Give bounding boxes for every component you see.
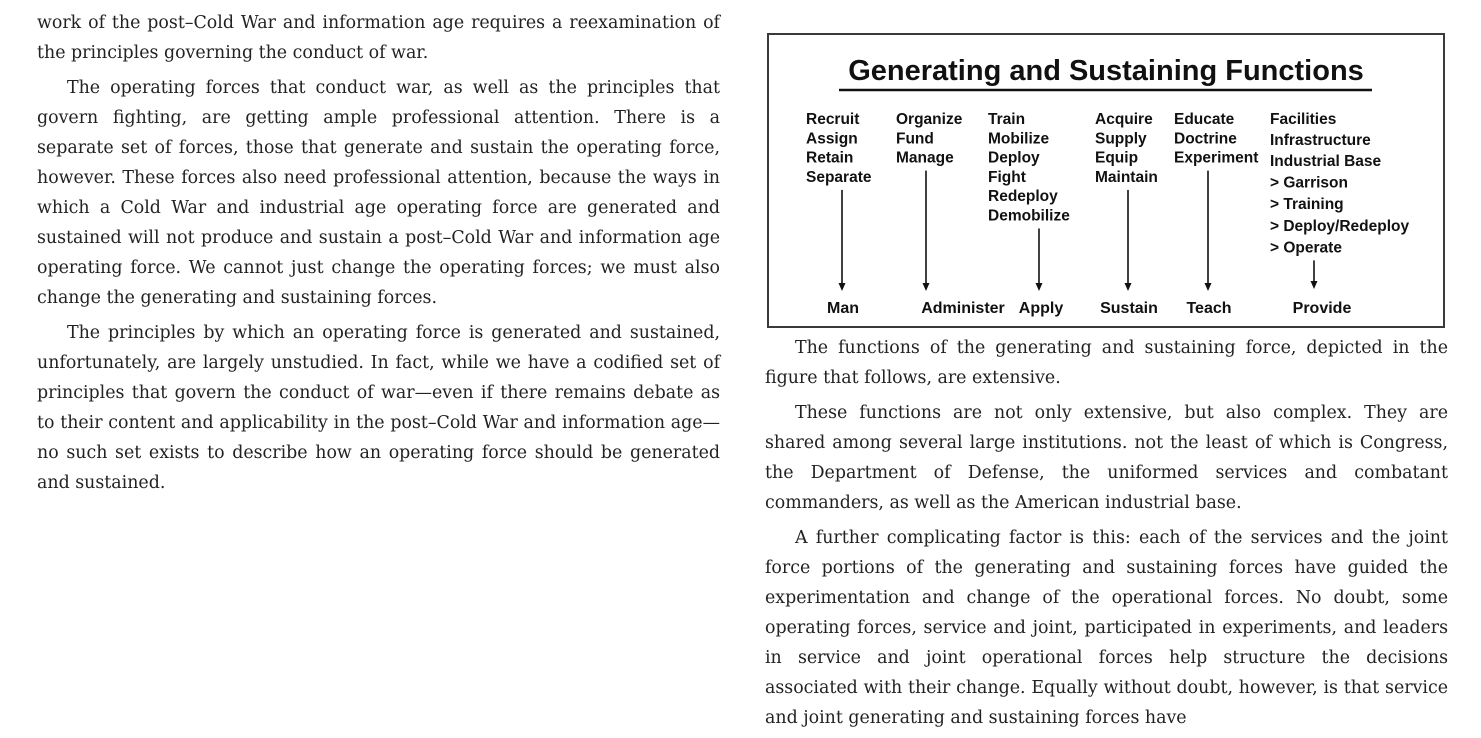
function-item: Deploy [988, 149, 1040, 167]
function-item: Industrial Base [1270, 153, 1382, 170]
right-paragraph-3: A further complicating factor is this: each of the services and the joint force portions of the generating and sustaining forces have guided the experimentation and change of the operational forces. No doubt, some operating forces, service and joint, participated in experiments, and leaders in service and joint operational forces help structure the decisions associated with their change. Equally without doubt, however, is that service and joint generating and sustaining forces have [765, 528, 1448, 728]
function-result: Apply [1018, 300, 1064, 317]
arrow-head [1125, 283, 1132, 291]
right-column [765, 333, 1448, 738]
functions-diagram [769, 35, 1443, 326]
function-item: Maintain [1095, 168, 1158, 186]
left-column [37, 8, 720, 503]
function-item: Recruit [806, 111, 860, 128]
function-item: Doctrine [1174, 130, 1237, 148]
function-item: Manage [896, 149, 954, 167]
function-group [988, 111, 1070, 317]
function-result: Teach [1186, 300, 1232, 317]
function-item: Fund [896, 130, 934, 148]
arrow-head [1036, 283, 1043, 291]
function-item: Supply [1095, 130, 1147, 148]
arrow-head [1205, 283, 1212, 291]
function-item: > Training [1270, 196, 1344, 214]
function-group [1270, 111, 1409, 317]
function-item: Experiment [1174, 149, 1259, 167]
function-item: Demobilize [988, 207, 1070, 225]
function-item: Assign [806, 130, 858, 148]
function-item: Mobilize [988, 130, 1050, 148]
function-group [1095, 111, 1158, 317]
function-item: Educate [1174, 111, 1235, 128]
function-item: > Garrison [1270, 174, 1348, 192]
function-item: > Deploy/Redeploy [1270, 217, 1410, 235]
function-item: Retain [806, 149, 854, 167]
left-paragraph-2: The operating forces that conduct war, as well as the principles that govern fighting, are getting ample professional attention. There is a separate set of forces, those that generate and sustain the operating force, however. These forces also need professional attention, because the ways in which a Cold War and industrial age operating force are generated and sustained will not produce and sustain a post–Cold War and information age operating force. We cannot just change the operating forces; we must also change the generating and sustaining forces. [37, 78, 720, 308]
function-group [806, 111, 872, 317]
arrow-head [1311, 281, 1318, 289]
arrow-head [923, 283, 930, 291]
function-item: Equip [1095, 149, 1139, 167]
function-item: Acquire [1095, 111, 1153, 128]
function-group [1174, 111, 1258, 317]
right-paragraph-2: These functions are not only extensive, but also complex. They are shared among several large institutions. not the least of which is Congress, the Department of Defense, the uniformed services and combatant commanders, as well as the American industrial base. [765, 403, 1448, 513]
function-result: Provide [1292, 300, 1352, 317]
function-item: > Operate [1270, 239, 1342, 257]
left-paragraph-3: The principles by which an operating force is generated and sustained, unfortunately, are largely unstudied. In fact, while we have a codified set of principles that govern the conduct of war—even if there remains debate as to their content and applicability in the post–Cold War and information age—no such set exists to describe how an operating force should be generated and sustained. [37, 323, 720, 493]
function-groups [806, 111, 1409, 317]
function-item: Fight [988, 168, 1026, 186]
arrow-head [839, 283, 846, 291]
functions-figure [767, 33, 1445, 328]
right-paragraph-1: The functions of the generating and sustaining force, depicted in the figure that follows, are extensive. [765, 338, 1448, 388]
function-item: Separate [806, 168, 872, 186]
figure-title: Generating and Sustaining Functions [848, 55, 1364, 87]
function-item: Train [988, 111, 1026, 128]
function-result: Administer [921, 300, 1005, 317]
function-item: Redeploy [988, 188, 1058, 206]
function-item: Facilities [1270, 111, 1337, 128]
function-result: Man [827, 300, 859, 317]
function-item: Organize [896, 111, 963, 128]
left-paragraph-1: work of the post–Cold War and information age requires a reexamination of the principles governing the conduct of war. [37, 13, 720, 63]
function-result: Sustain [1100, 300, 1158, 317]
function-item: Infrastructure [1270, 132, 1371, 149]
